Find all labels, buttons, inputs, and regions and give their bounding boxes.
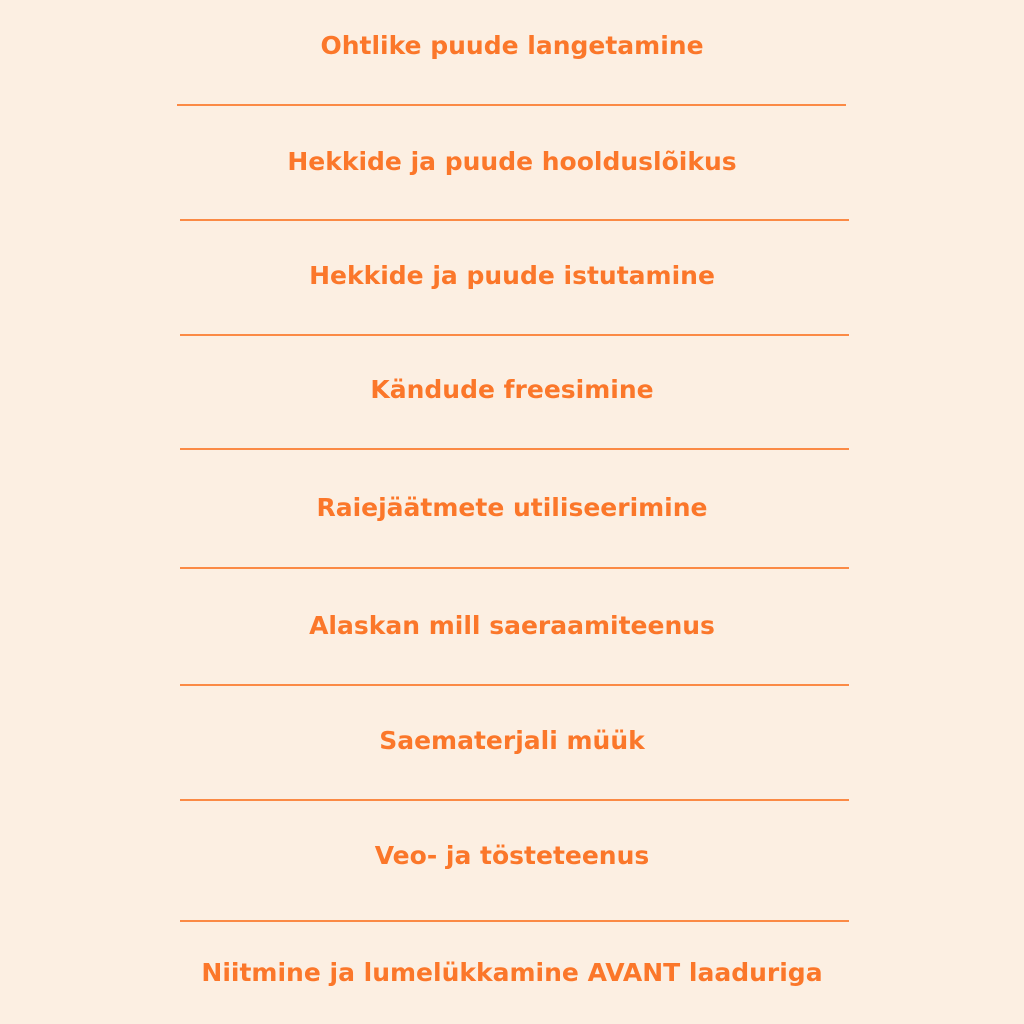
service-item-hedge-tree-planting: Hekkide ja puude istutamine	[309, 261, 715, 290]
divider	[180, 219, 849, 221]
divider	[180, 684, 849, 686]
service-item-lumber-sale: Saematerjali müük	[379, 726, 645, 755]
divider	[177, 104, 846, 106]
service-item-dangerous-tree-felling: Ohtlike puude langetamine	[320, 31, 704, 60]
service-item-transport-lifting: Veo- ja tösteteenus	[374, 841, 650, 870]
service-item-alaskan-mill: Alaskan mill saeraamiteenus	[309, 611, 715, 640]
service-item-logging-waste-disposal: Raiejäätmete utiliseerimine	[316, 493, 708, 522]
divider	[180, 799, 849, 801]
divider	[180, 448, 849, 450]
service-item-stump-grinding: Kändude freesimine	[370, 375, 654, 404]
divider	[180, 920, 849, 922]
divider	[180, 334, 849, 336]
service-item-mowing-snow-clearing: Niitmine ja lumelükkamine AVANT laaduriga	[201, 958, 823, 987]
service-item-hedge-tree-pruning: Hekkide ja puude hoolduslõikus	[287, 147, 737, 176]
divider	[180, 567, 849, 569]
